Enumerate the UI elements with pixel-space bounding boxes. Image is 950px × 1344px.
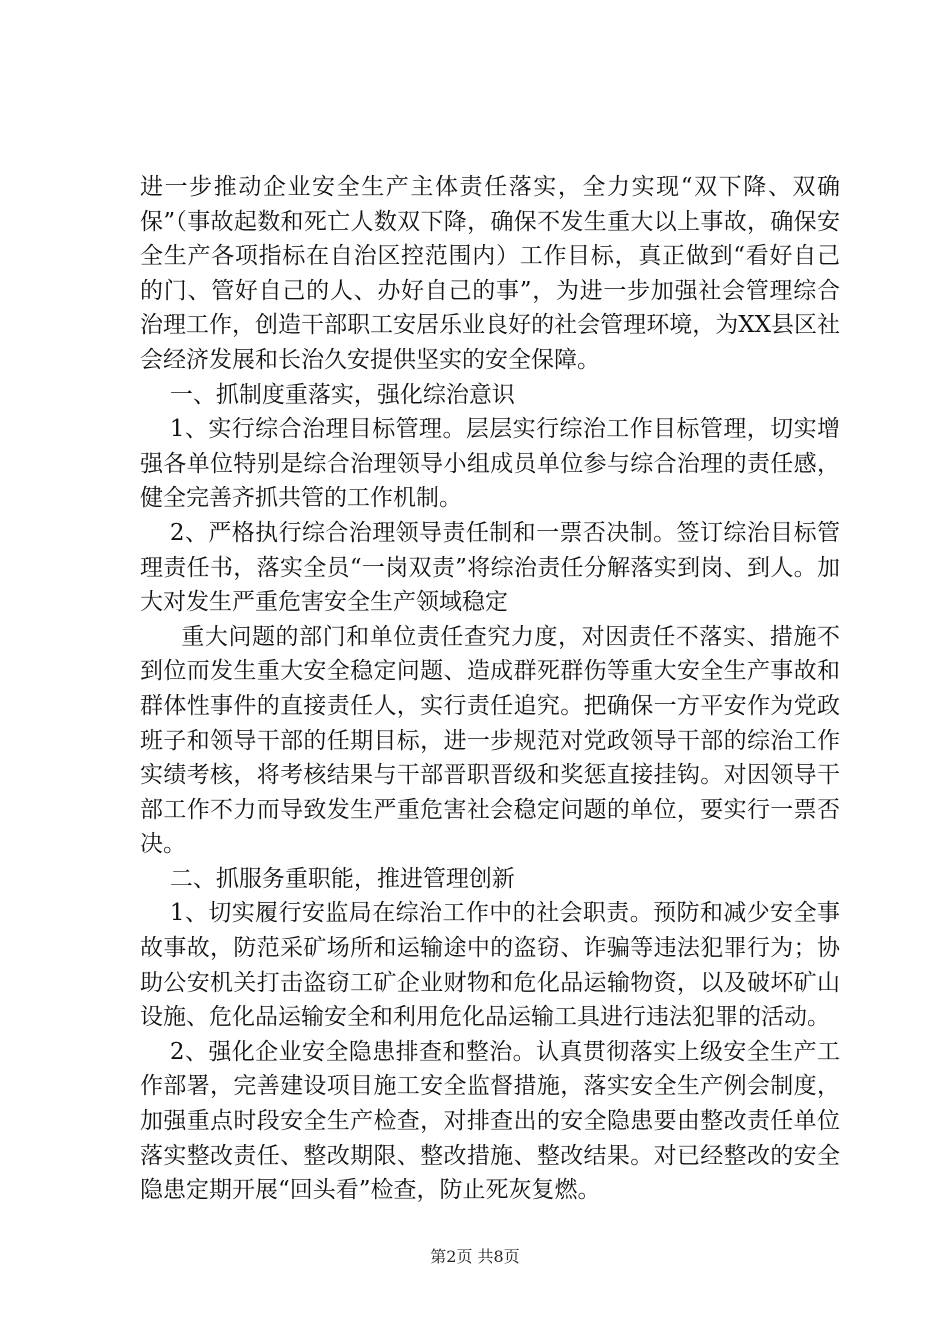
page-footer <box>0 1244 950 1267</box>
section-heading-1: 一、抓制度重落实，强化综治意识 <box>169 381 515 408</box>
paragraph-item-1-2: 2、严格执行综合治理领导责任制和一票否决制。签订综治目标管理责任书，落实全员“一岗双责”将综治责任分解落实到岗、到人。加大对发生严重危害安全生产领域稳定 <box>140 519 840 616</box>
paragraph-item-2-1: 1、切实履行安监局在综治工作中的社会职责。预防和减少安全事故事故，防范采矿场所和运输途中的盗窃、诈骗等违法犯罪行为；协助公安机关打击盗窃工矿企业财物和危化品运输物资，以及破坏矿山设施、危化品运输安全和利用危化品运输工具进行违法犯罪的活动。 <box>140 900 840 1031</box>
document-body <box>140 170 840 1208</box>
paragraph-item-1-1: 1、实行综合治理目标管理。层层实行综治工作目标管理，切实增强各单位特别是综合治理领导小组成员单位参与综合治理的责任感，健全完善齐抓共管的工作机制。 <box>140 416 840 512</box>
page-number: 第2页 共8页 <box>430 1247 520 1266</box>
section-heading-2: 二、抓服务重职能，推进管理创新 <box>169 865 515 892</box>
paragraph-continuation: 重大问题的部门和单位责任查究力度，对因责任不落实、措施不到位而发生重大安全稳定问题、造成群死群伤等重大安全生产事故和群体性事件的直接责任人，实行责任追究。把确保一方平安作为党政班子和领导干部的任期目标，进一步规范对党政领导干部的综治工作实绩考核，将考核结果与干部晋职晋级和奖惩直接挂钩。对因领导干部工作不力而导致发生严重危害社会稳定问题的单位，要实行一票否决。 <box>140 623 840 858</box>
paragraph-intro: 进一步推动企业安全生产主体责任落实，全力实现“双下降、双确保”（事故起数和死亡人数双下降，确保不发生重大以上事故，确保安全生产各项指标在自治区控范围内）工作目标，真正做到“看好自己的门、管好自己的人、办好自己的事”，为进一步加强社会管理综合治理工作，创造干部职工安居乐业良好的社会管理环境，为XX县区社会经济发展和长治久安提供坚实的安全保障。 <box>140 174 840 373</box>
paragraph-item-2-2: 2、强化企业安全隐患排查和整治。认真贯彻落实上级安全生产工作部署，完善建设项目施工安全监督措施，落实安全生产例会制度，加强重点时段安全生产检查，对排查出的安全隐患要由整改责任单位落实整改责任、整改期限、整改措施、整改结果。对已经整改的安全隐患定期开展“回头看”检查，防止死灰复燃。 <box>140 1038 840 1204</box>
